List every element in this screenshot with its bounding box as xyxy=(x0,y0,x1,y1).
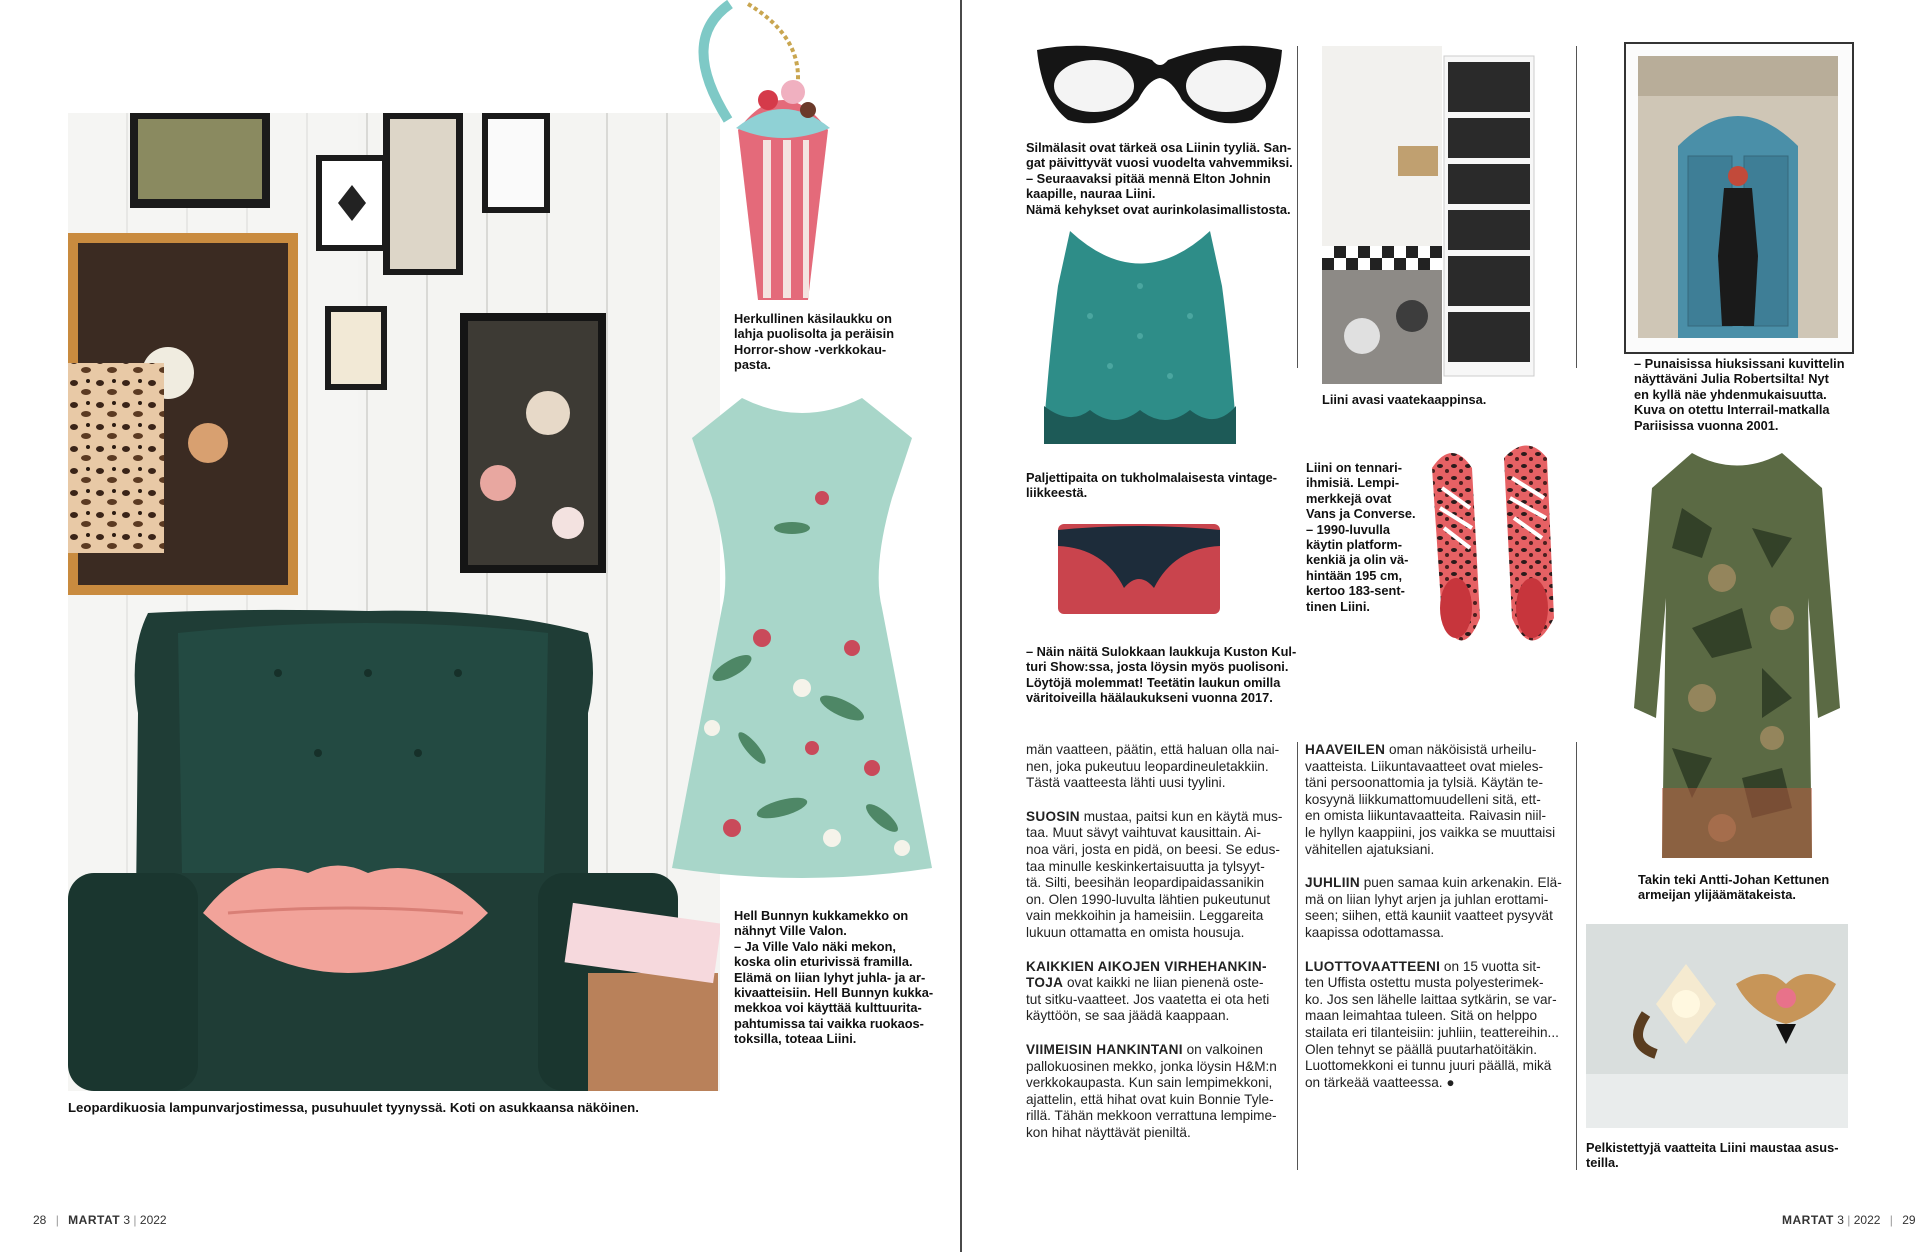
paragraph: KAIKKIEN AIKOJEN VIRHEHANKIN- TOJA ovat kaikki ne liian pienenä oste- tut sitku-vaatteet. Jos vaatetta ei ota heti käyttöön, se saa jäädä kaappaan. xyxy=(1026,958,1270,1024)
left-footer: 28 | MARTAT 3 | 2022 xyxy=(33,1213,167,1227)
paragraph: VIIMEISIN HANKINTANI on valkoinen pallokuosinen mekko, jonka löysin H&M:n verkkokaupasta. Kun sain lempimekkoni, ajattelin, että hihat ovat kuin Bonnie Tyle- rillä. Tähän mekkoon verrattuna lempime- kon hihat näyttävät pieniltä. xyxy=(1026,1041,1277,1140)
paragraph: män vaatteen, päätin, että haluan olla nai- nen, joka pukeutuu leopardineuletakkiin. Tästä vaatteesta lähti uusi tyylini. xyxy=(1026,742,1280,791)
glasses-caption: Silmälasit ovat tärkeä osa Liinin tyyliä. San- gat päivittyvät vuosi vuodelta vahvemmiksi. – Seuraavaksi pitää mennä Elton Johnin kaapille, nauraa Liini. Nämä kehykset ovat aurinkolasimallistosta. xyxy=(1026,140,1293,217)
paragraph: SUOSIN mustaa, paitsi kun en käytä mus- taa. Muut sävyt vaihtuvat kausittain. Ai- noa väri, josta en pidä, on beesi. Se edus- taa minulle keskinkertaisuutta ja tylsyyt- tä. Silti, beesihän leopardipaidassanikin on. Olen 1990-luvulta lähtien pukeutunut vain mekkoihin ja hameisiin. Leggareita lukuun ottamatta en omista housuja. xyxy=(1026,808,1283,940)
paragraph: LUOTTOVAATTEENI on 15 vuotta sit- ten Uffista ostettu musta polyesterimek- ko. Jos sen lähelle laittaa sytkärin, se var- maan leimahtaa tuleen. Sitä on helppo stailata eri tilanteisiin: juhliin, teattereihin... Olen tehnyt se päällä puutarhatöitäkin. Luottomekkoni ei tunnu juuri päällä, mikä on tärkeää vaatteessa. ● xyxy=(1305,958,1559,1090)
year-right: 2022 xyxy=(1853,1213,1881,1227)
issue-left: 3 xyxy=(123,1213,131,1227)
glasses-photo xyxy=(1032,40,1288,134)
camo-coat-caption: Takin teki Antti-Johan Kettunen armeijan ylijäämätakeista. xyxy=(1638,872,1830,903)
room-photo-caption: Leopardikuosia lampunvarjostimessa, pusuhuulet tyynyssä. Koti on asukkaansa näköinen. xyxy=(68,1100,639,1115)
closet-caption: Liini avasi vaatekaappinsa. xyxy=(1322,392,1487,407)
issue-right: 3 xyxy=(1837,1213,1844,1227)
sequin-top-photo xyxy=(1040,226,1240,448)
column-rule-2 xyxy=(1576,46,1577,368)
brooches-photo xyxy=(1586,924,1848,1128)
sequin-top-caption: Paljettipaita on tukholmalaisesta vintage- liikkeestä. xyxy=(1026,470,1278,501)
paragraph: JUHLIIN puen samaa kuin arkenakin. Elä- mä on liian lyhyt arjen ja juhlan erottami- seen; siihen, että kauniit vaatteet pysyvät kaapissa odottamassa. xyxy=(1305,875,1562,940)
magazine-name-left: MARTAT xyxy=(68,1213,121,1227)
page-number-right: 29 xyxy=(1902,1213,1916,1227)
body-text-column-2 xyxy=(1305,742,1575,1108)
brooches-caption: Pelkistettyjä vaatteita Liini maustaa asus- teilla. xyxy=(1586,1140,1839,1171)
handbag-photo xyxy=(688,0,858,305)
right-footer: MARTAT 3 | 2022 | 29 xyxy=(1782,1213,1916,1227)
camo-coat-photo xyxy=(1632,448,1842,868)
closet-photo xyxy=(1322,46,1548,384)
handbag-caption: Herkullinen käsilaukku on lahja puolisolta ja peräisin Horror-show -verkkokau- pasta. xyxy=(734,311,895,373)
body-text-column-1 xyxy=(1026,742,1296,1158)
dress-caption: Hell Bunnyn kukkamekko on nähnyt Ville Valon. – Ja Ville Valo näki mekon, koska olin eturivissä framilla. Elämä on liian lyhyt juhla- ja ar- kivaatteisiin. Hell Bunnyn kukka- mekkoa voi käyttää kulttuurita- pahtumissa tai vaikka ruokaos- toksilla, toteaa Liini. xyxy=(734,908,934,1047)
year-left: 2022 xyxy=(139,1213,167,1227)
column-rule-3 xyxy=(1297,742,1298,1170)
column-rule-4 xyxy=(1576,742,1577,1170)
clutch-caption: – Näin näitä Sulokkaan laukkuja Kuston Kul- turi Show:ssa, josta löysin myös puolisoni. Löytöjä molemmat! Teetätin laukun omilla väritoiveilla häälaukukseni vuonna 2017. xyxy=(1026,644,1297,706)
magazine-name-right: MARTAT xyxy=(1782,1213,1834,1227)
dress-photo xyxy=(672,388,934,888)
page-number-left: 28 xyxy=(33,1213,47,1227)
paragraph: HAAVEILEN oman näköisistä urheilu- vaatteista. Liikuntavaatteet ovat mieles- täni persoonattomia ja tylsiä. Käytän te- kosyynä liikkumattomuudelleni sitä, ett- en omista liikuntavaatteita. Raivasin niil- le hyllyn kaappiini, jos vaikka se muuttaisi vähitellen ajatuksiani. xyxy=(1305,742,1556,857)
right-page xyxy=(962,0,1920,1252)
clutch-photo xyxy=(1054,518,1224,620)
sneakers-caption: Liini on tennari- ihmisiä. Lempi- merkkejä ovat Vans ja Converse. – 1990-luvulla käytin platform- kenkiä ja olin vä- hintään 195 cm, kertoo 183-sent- tinen Liini. xyxy=(1306,460,1416,614)
sneakers-photo xyxy=(1422,438,1562,668)
column-rule-1 xyxy=(1297,46,1298,368)
vintage-photo xyxy=(1638,56,1838,338)
vintage-photo-frame xyxy=(1624,42,1854,354)
vintage-photo-caption: – Punaisissa hiuksissani kuvittelin näyttäväni Julia Robertsilta! Nyt en kyllä näe yhdenmukaisuutta. Kuva on otettu Interrail-matkalla Pariisissa vuonna 2001. xyxy=(1634,356,1845,433)
room-photo xyxy=(68,113,720,1091)
